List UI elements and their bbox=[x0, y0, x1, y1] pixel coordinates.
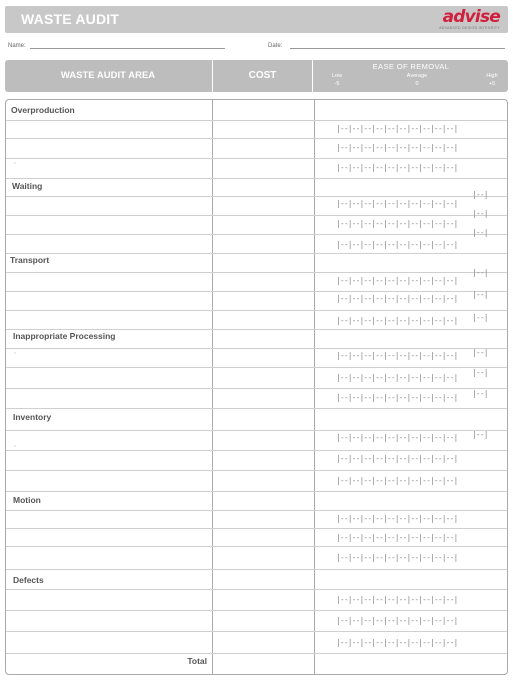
faint-mark bbox=[14, 445, 16, 447]
row-line bbox=[6, 138, 507, 139]
row-line bbox=[6, 653, 507, 654]
row-line bbox=[6, 610, 507, 611]
section-defects: Defects bbox=[13, 575, 44, 585]
ease-low-label: Low bbox=[332, 73, 343, 79]
column-cost: COST bbox=[212, 60, 313, 92]
ease-high bbox=[482, 72, 502, 88]
row-line bbox=[6, 491, 507, 492]
row-line bbox=[6, 310, 507, 311]
row-line bbox=[6, 291, 507, 292]
ease-scale[interactable]: |--|--|--|--|--|--|--|--|--|--| bbox=[336, 454, 458, 463]
ease-scale[interactable]: |--|--|--|--|--|--|--|--|--|--| bbox=[336, 351, 458, 360]
date-line bbox=[290, 48, 505, 49]
page-title: WASTE AUDIT bbox=[21, 11, 120, 27]
column-divider-area bbox=[212, 100, 213, 674]
ease-scale-tail[interactable]: |--| bbox=[472, 268, 488, 277]
ease-scale[interactable]: |--|--|--|--|--|--|--|--|--|--| bbox=[336, 638, 458, 647]
ease-scale[interactable]: |--|--|--|--|--|--|--|--|--|--| bbox=[336, 514, 458, 523]
name-line bbox=[30, 48, 225, 49]
ease-scale-tail[interactable]: |--| bbox=[472, 348, 488, 357]
ease-scale[interactable]: |--|--|--|--|--|--|--|--|--|--| bbox=[336, 294, 458, 303]
row-line bbox=[6, 272, 507, 273]
ease-scale[interactable]: |--|--|--|--|--|--|--|--|--|--| bbox=[336, 616, 458, 625]
row-line bbox=[6, 253, 507, 254]
ease-scale-tail[interactable]: |--| bbox=[472, 209, 488, 218]
ease-scale-tail[interactable]: |--| bbox=[472, 430, 488, 439]
section-inappropriate-processing: Inappropriate Processing bbox=[13, 331, 116, 341]
faint-mark bbox=[14, 162, 16, 164]
title-bar bbox=[5, 6, 508, 33]
table-header bbox=[5, 60, 508, 92]
row-line bbox=[6, 510, 507, 511]
ease-scale[interactable]: |--|--|--|--|--|--|--|--|--|--| bbox=[336, 219, 458, 228]
ease-scale[interactable]: |--|--|--|--|--|--|--|--|--|--| bbox=[336, 533, 458, 542]
ease-average-label: Average bbox=[406, 73, 428, 79]
row-line bbox=[6, 178, 507, 179]
row-line bbox=[6, 215, 507, 216]
ease-average bbox=[402, 72, 432, 88]
ease-average-value: 0 bbox=[415, 81, 419, 87]
ease-scale[interactable]: |--|--|--|--|--|--|--|--|--|--| bbox=[336, 373, 458, 382]
row-line bbox=[6, 329, 507, 330]
date-field[interactable] bbox=[268, 43, 282, 49]
ease-scale[interactable]: |--|--|--|--|--|--|--|--|--|--| bbox=[336, 553, 458, 562]
row-line bbox=[6, 367, 507, 368]
ease-title: EASE OF REMOVAL bbox=[372, 62, 450, 71]
brand-logo bbox=[430, 9, 500, 33]
row-line bbox=[6, 470, 507, 471]
faint-mark bbox=[14, 352, 16, 354]
row-line bbox=[6, 546, 507, 547]
name-label: Name: bbox=[8, 43, 26, 49]
ease-scale-tail[interactable]: |--| bbox=[472, 389, 488, 398]
section-motion: Motion bbox=[13, 495, 41, 505]
row-line bbox=[6, 631, 507, 632]
row-line bbox=[6, 348, 507, 349]
ease-scale-tail[interactable]: |--| bbox=[472, 368, 488, 377]
ease-scale[interactable]: |--|--|--|--|--|--|--|--|--|--| bbox=[336, 240, 458, 249]
ease-high-label: High bbox=[486, 73, 498, 79]
ease-scale[interactable]: |--|--|--|--|--|--|--|--|--|--| bbox=[336, 393, 458, 402]
row-line bbox=[6, 120, 507, 121]
column-ease-of-removal bbox=[314, 60, 508, 92]
section-overproduction: Overproduction bbox=[11, 105, 75, 115]
ease-scale[interactable]: |--|--|--|--|--|--|--|--|--|--| bbox=[336, 316, 458, 325]
audit-table bbox=[5, 99, 508, 675]
ease-scale[interactable]: |--|--|--|--|--|--|--|--|--|--| bbox=[336, 595, 458, 604]
row-line bbox=[6, 234, 507, 235]
ease-low-value: -5 bbox=[334, 81, 340, 87]
ease-scale-tail[interactable]: |--| bbox=[472, 290, 488, 299]
ease-scale-tail[interactable]: |--| bbox=[472, 313, 488, 322]
row-line bbox=[6, 408, 507, 409]
row-line bbox=[6, 450, 507, 451]
row-line bbox=[6, 430, 507, 431]
ease-scale[interactable]: |--|--|--|--|--|--|--|--|--|--| bbox=[336, 163, 458, 172]
row-line bbox=[6, 528, 507, 529]
section-transport: Transport bbox=[10, 255, 50, 265]
ease-scale[interactable]: |--|--|--|--|--|--|--|--|--|--| bbox=[336, 124, 458, 133]
section-inventory: Inventory bbox=[13, 412, 52, 422]
column-divider-cost bbox=[314, 100, 315, 674]
row-line bbox=[6, 569, 507, 570]
row-line bbox=[6, 589, 507, 590]
row-line bbox=[6, 388, 507, 389]
ease-scale[interactable]: |--|--|--|--|--|--|--|--|--|--| bbox=[336, 143, 458, 152]
ease-scale-tail[interactable]: |--| bbox=[472, 190, 488, 199]
brand-logo-text: advise bbox=[442, 7, 500, 27]
ease-scale[interactable]: |--|--|--|--|--|--|--|--|--|--| bbox=[336, 476, 458, 485]
total-label: Total bbox=[187, 656, 207, 666]
ease-low bbox=[332, 72, 342, 88]
date-label: Date: bbox=[268, 43, 283, 49]
ease-scale[interactable]: |--|--|--|--|--|--|--|--|--|--| bbox=[336, 199, 458, 208]
brand-tagline: ADVANCED DESIGN INTEGRITY bbox=[439, 26, 500, 30]
section-waiting: Waiting bbox=[12, 181, 43, 191]
name-field[interactable] bbox=[8, 43, 26, 49]
column-area: WASTE AUDIT AREA bbox=[60, 70, 156, 81]
row-line bbox=[6, 158, 507, 159]
ease-scale-tail[interactable]: |--| bbox=[472, 228, 488, 237]
ease-scale[interactable]: |--|--|--|--|--|--|--|--|--|--| bbox=[336, 276, 458, 285]
ease-scale[interactable]: |--|--|--|--|--|--|--|--|--|--| bbox=[336, 433, 458, 442]
ease-high-value: +5 bbox=[488, 81, 496, 87]
row-line bbox=[6, 196, 507, 197]
